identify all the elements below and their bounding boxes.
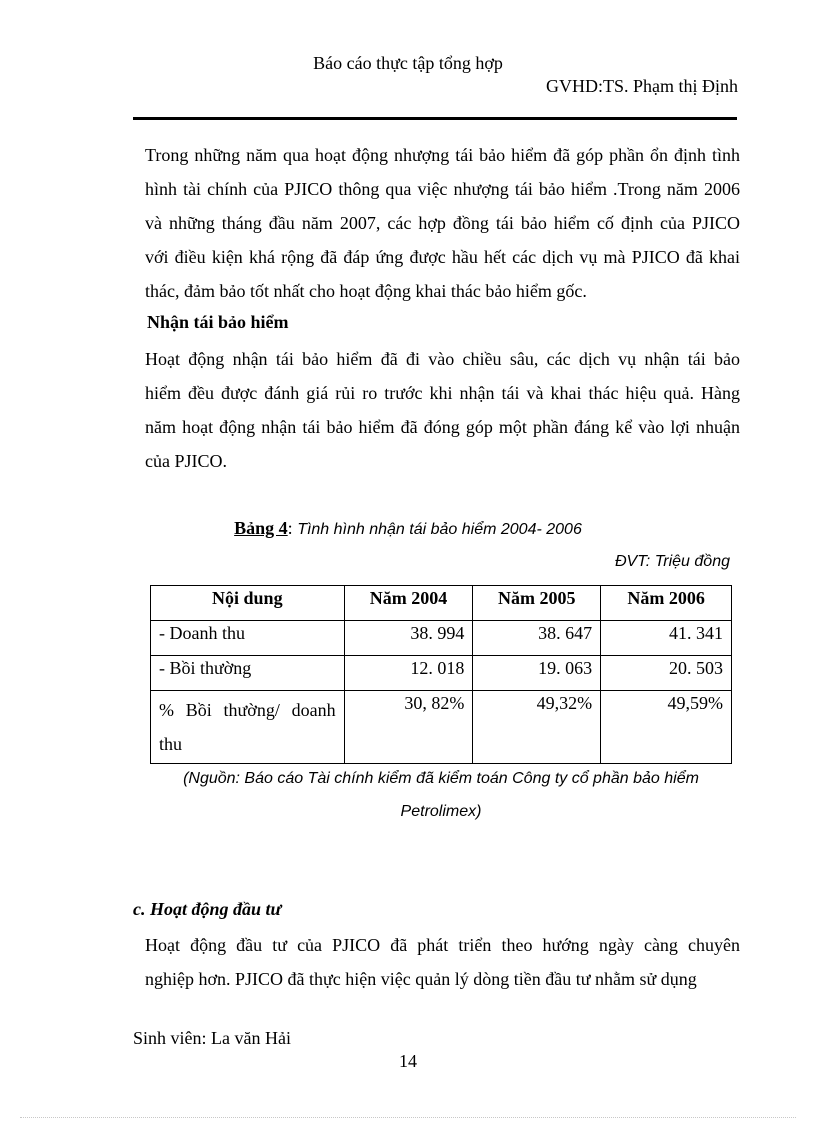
- page-number: 14: [399, 1051, 417, 1071]
- paragraph-reinsurance-cession: [145, 138, 740, 308]
- table-caption-separator: :: [287, 518, 298, 538]
- table-row: [151, 621, 732, 656]
- page-bottom-border: [20, 1117, 796, 1118]
- paragraph-line: của PJICO.: [145, 451, 227, 471]
- paragraph-investment: [145, 928, 740, 996]
- header-rule: [133, 117, 737, 120]
- table-header-cell: Nội dung: [151, 586, 345, 621]
- table-row: [151, 656, 732, 691]
- table-cell: 49,59%: [601, 691, 732, 764]
- table-header-cell: Năm 2005: [473, 586, 601, 621]
- header-advisor: GVHD:TS. Phạm thị Định: [545, 76, 738, 96]
- table-cell: 38. 647: [473, 621, 601, 656]
- table-caption-title: Tình hình nhận tái bảo hiểm 2004- 2006: [297, 521, 582, 538]
- paragraph-line: hiểm đều được đánh giá rủi ro trước khi nhận tái và khai thác hiệu quả. Hàng: [145, 383, 740, 403]
- table-source: [150, 762, 732, 828]
- table-unit: ĐVT: Triệu đồng: [614, 553, 730, 570]
- table-cell: 41. 341: [601, 621, 732, 656]
- table-caption-label: Bảng 4: [234, 518, 288, 538]
- paragraph-line: năm hoạt động nhận tái bảo hiểm đã đóng góp một phần đáng kể vào lợi nhuận: [145, 417, 740, 437]
- table-cell: 49,32%: [473, 691, 601, 764]
- table-cell: - Bồi thường: [151, 656, 345, 691]
- table-caption: [0, 518, 816, 539]
- header-title: Báo cáo thực tập tổng hợp: [313, 53, 503, 73]
- footer-student: Sinh viên: La văn Hải: [133, 1028, 291, 1048]
- table-source-line: Petrolimex): [400, 803, 482, 820]
- table-cell: 19. 063: [473, 656, 601, 691]
- paragraph-line: thác, đảm bảo tốt nhất cho hoạt động khai thác bảo hiểm gốc.: [145, 281, 587, 301]
- table-row: [151, 691, 732, 764]
- paragraph-reinsurance-acceptance: [145, 342, 740, 478]
- paragraph-line: và những tháng đầu năm 2007, các hợp đồng tái bảo hiểm cố định của PJICO: [145, 213, 740, 233]
- table-header-row: [151, 586, 732, 621]
- table-cell: - Doanh thu: [151, 621, 345, 656]
- table-cell: 38. 994: [344, 621, 473, 656]
- paragraph-line: Hoạt động nhận tái bảo hiểm đã đi vào chiều sâu, các dịch vụ nhận tái bảo: [145, 349, 740, 369]
- table-header-cell: Năm 2004: [344, 586, 473, 621]
- reinsurance-table: [150, 585, 732, 764]
- table-source-line: (Nguồn: Báo cáo Tài chính kiểm đã kiểm toán Công ty cổ phần bảo hiểm: [183, 770, 699, 787]
- paragraph-line: Trong những năm qua hoạt động nhượng tái bảo hiểm đã góp phần ổn định tình: [145, 145, 740, 165]
- table-cell: 30, 82%: [344, 691, 473, 764]
- paragraph-line: hình tài chính của PJICO thông qua việc nhượng tái bảo hiểm .Trong năm 2006: [145, 179, 740, 199]
- heading-receive-reinsurance: Nhận tái bảo hiểm: [147, 312, 289, 332]
- table-cell: 12. 018: [344, 656, 473, 691]
- table-header-cell: Năm 2006: [601, 586, 732, 621]
- section-heading-investment: c. Hoạt động đầu tư: [133, 899, 282, 919]
- table-cell: % Bồi thường/ doanh thu: [151, 691, 345, 764]
- table-cell: 20. 503: [601, 656, 732, 691]
- paragraph-line: nghiệp hơn. PJICO đã thực hiện việc quản lý dòng tiền đầu tư nhằm sử dụng: [145, 969, 697, 989]
- paragraph-line: với điều kiện khá rộng đã đáp ứng được hầu hết các dịch vụ mà PJICO đã khai: [145, 247, 740, 267]
- paragraph-line: Hoạt động đầu tư của PJICO đã phát triển theo hướng ngày càng chuyên: [145, 935, 740, 955]
